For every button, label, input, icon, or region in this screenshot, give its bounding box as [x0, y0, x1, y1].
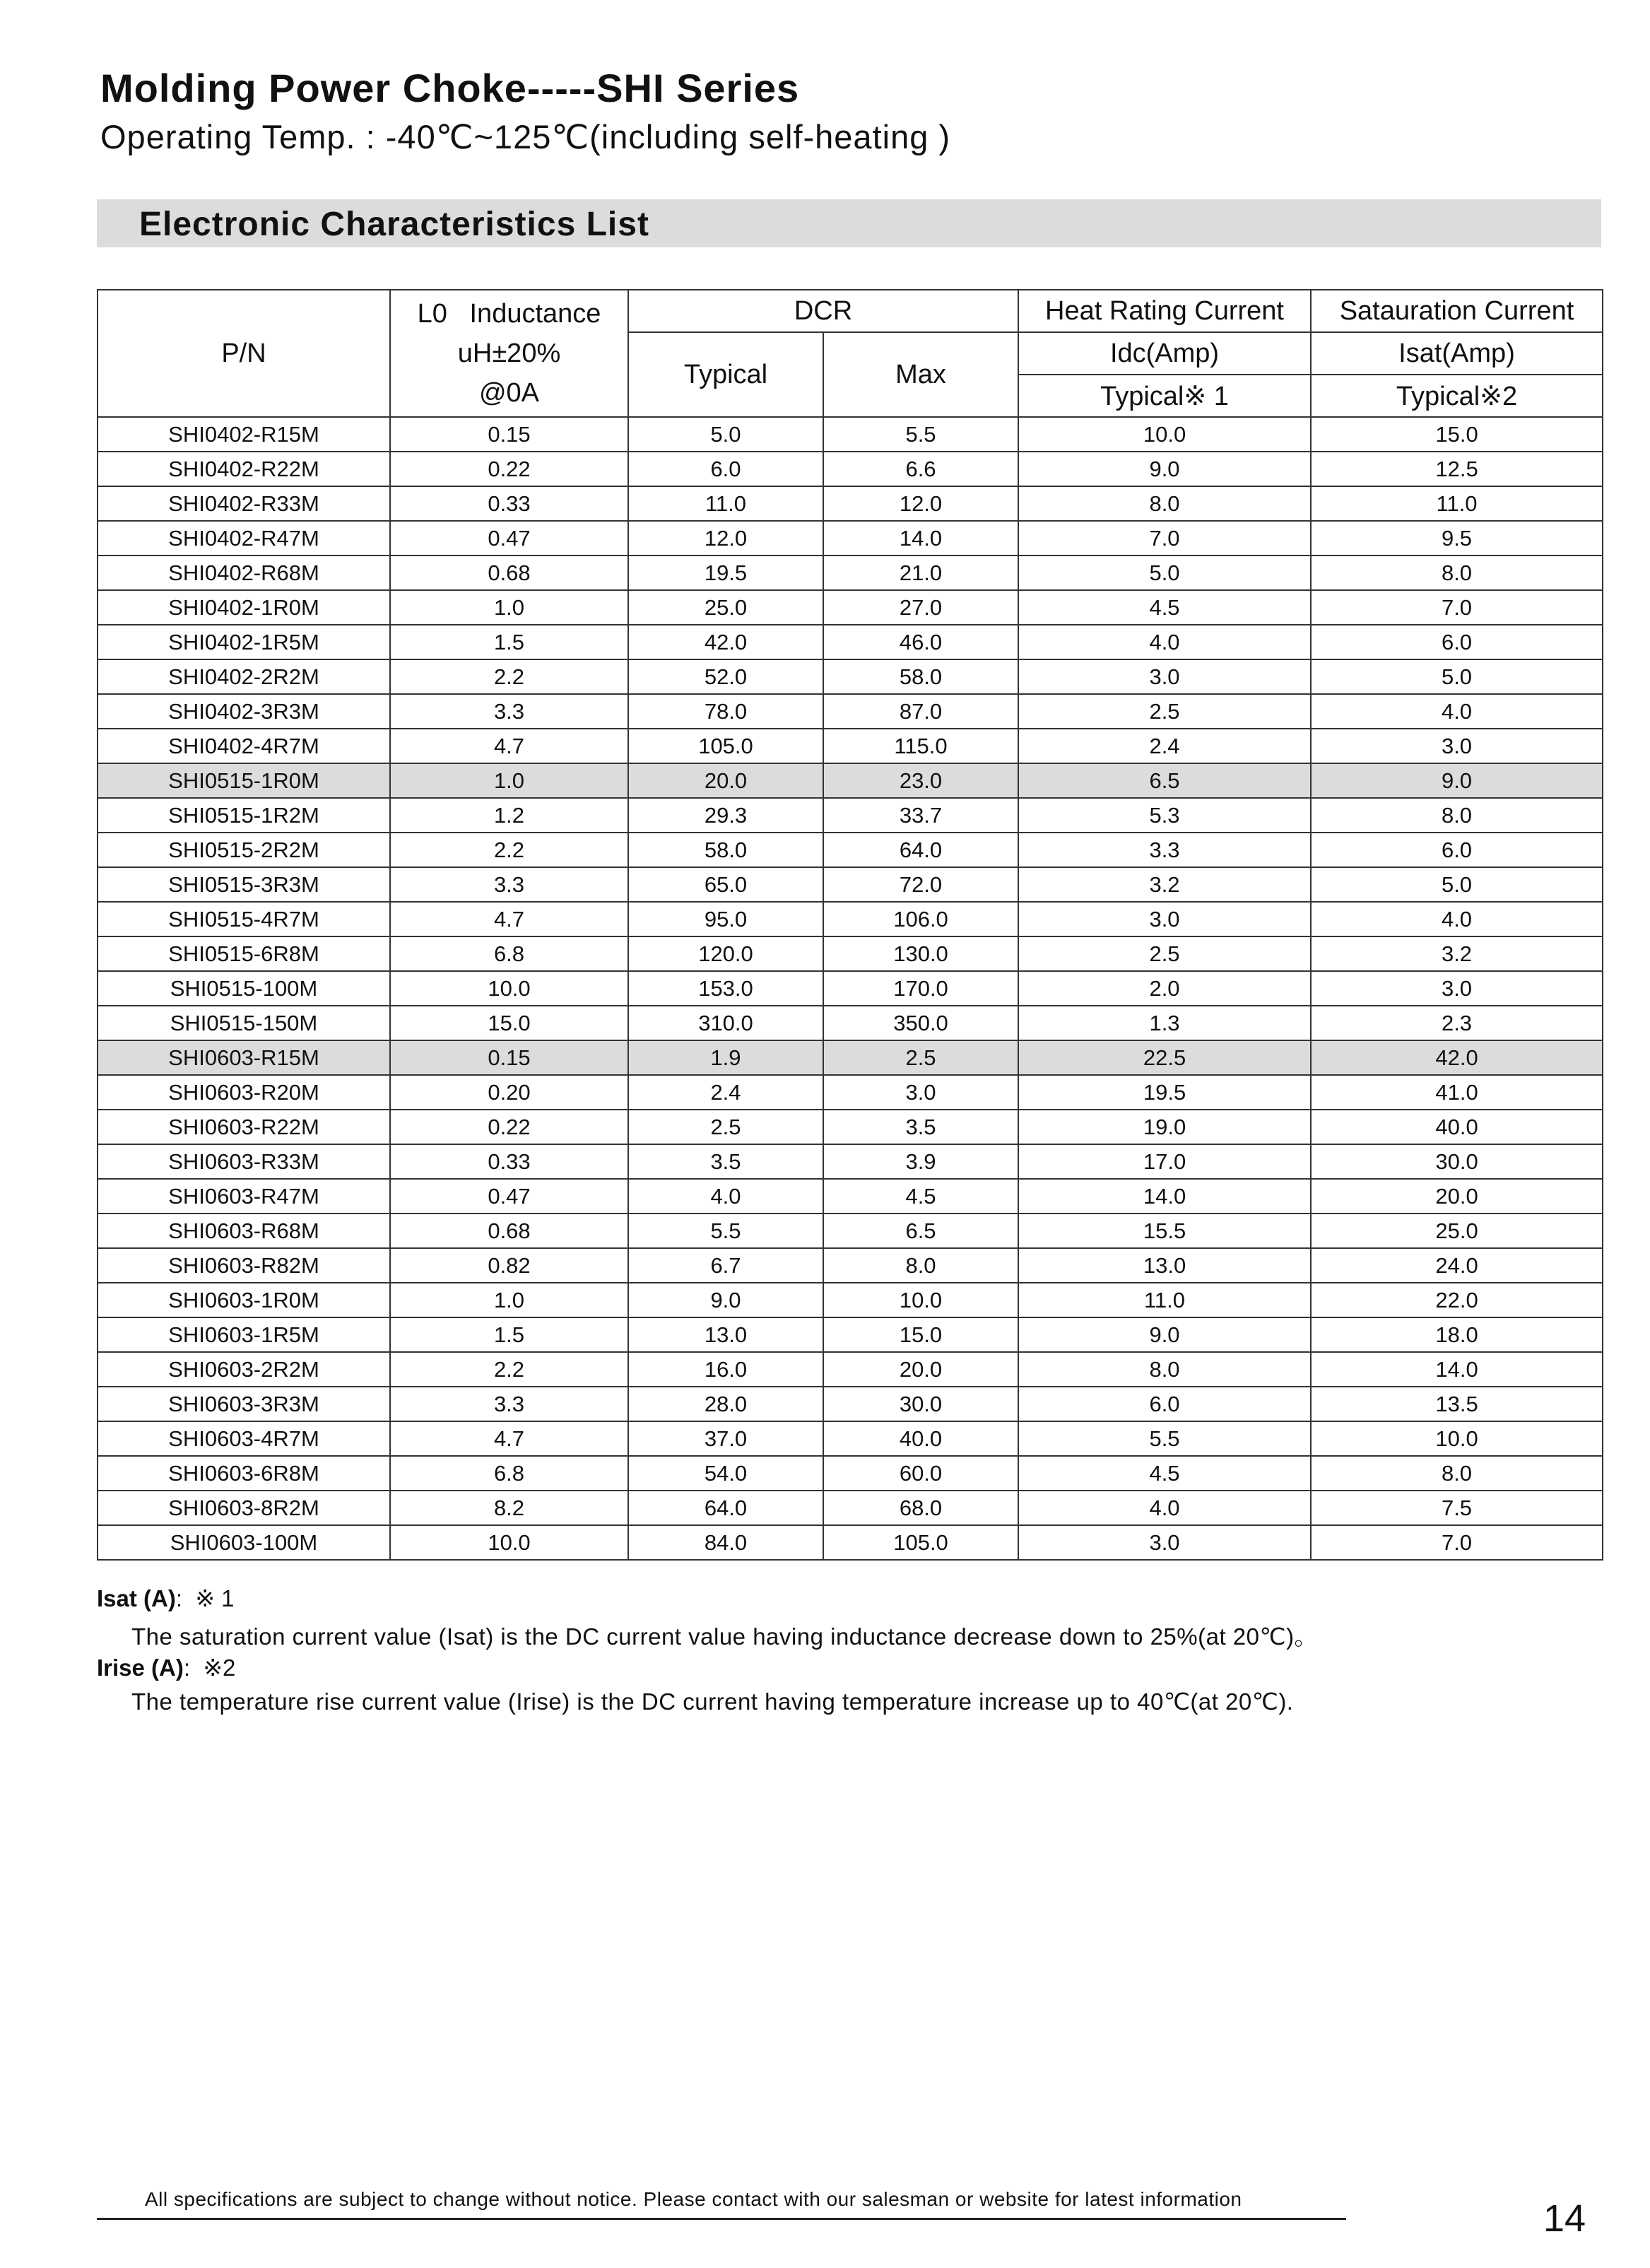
cell-isat: 7.0	[1311, 590, 1603, 625]
cell-dcr-typical: 65.0	[628, 867, 823, 902]
cell-pn: SHI0515-100M	[98, 971, 390, 1006]
cell-dcr-typical: 120.0	[628, 936, 823, 971]
cell-inductance: 0.20	[390, 1075, 628, 1110]
table-row	[98, 1179, 1603, 1214]
table-row	[98, 625, 1603, 659]
table-row	[98, 486, 1603, 521]
cell-dcr-typical: 28.0	[628, 1387, 823, 1421]
cell-inductance: 0.33	[390, 486, 628, 521]
cell-idc: 9.0	[1018, 452, 1311, 486]
section-title: Electronic Characteristics List	[139, 206, 649, 243]
cell-isat: 18.0	[1311, 1317, 1603, 1352]
table-row	[98, 1144, 1603, 1179]
cell-dcr-typical: 2.5	[628, 1110, 823, 1144]
cell-inductance: 2.2	[390, 659, 628, 694]
cell-idc: 1.3	[1018, 1006, 1311, 1040]
cell-pn: SHI0603-R33M	[98, 1144, 390, 1179]
cell-inductance: 8.2	[390, 1491, 628, 1525]
cell-idc: 3.0	[1018, 1525, 1311, 1560]
cell-dcr-typical: 5.0	[628, 417, 823, 452]
cell-pn: SHI0402-1R0M	[98, 590, 390, 625]
cell-dcr-typical: 153.0	[628, 971, 823, 1006]
cell-isat: 5.0	[1311, 867, 1603, 902]
cell-pn: SHI0603-2R2M	[98, 1352, 390, 1387]
table-row	[98, 867, 1603, 902]
cell-pn: SHI0603-R20M	[98, 1075, 390, 1110]
cell-pn: SHI0515-4R7M	[98, 902, 390, 936]
cell-pn: SHI0515-6R8M	[98, 936, 390, 971]
cell-inductance: 6.8	[390, 1456, 628, 1491]
cell-idc: 2.4	[1018, 729, 1311, 763]
cell-inductance: 0.15	[390, 417, 628, 452]
table-row	[98, 1283, 1603, 1317]
cell-dcr-max: 60.0	[823, 1456, 1018, 1491]
cell-isat: 24.0	[1311, 1248, 1603, 1283]
cell-dcr-typical: 52.0	[628, 659, 823, 694]
cell-dcr-typical: 42.0	[628, 625, 823, 659]
cell-idc: 17.0	[1018, 1144, 1311, 1179]
cell-dcr-typical: 37.0	[628, 1421, 823, 1456]
table-row	[98, 417, 1603, 452]
cell-dcr-typical: 25.0	[628, 590, 823, 625]
cell-inductance: 0.33	[390, 1144, 628, 1179]
header-saturation: Satauration Current	[1311, 290, 1603, 332]
table-row	[98, 971, 1603, 1006]
header-inductance	[390, 290, 628, 417]
cell-inductance: 3.3	[390, 867, 628, 902]
isat-label: Isat (A)	[97, 1585, 176, 1611]
cell-pn: SHI0402-2R2M	[98, 659, 390, 694]
cell-idc: 6.0	[1018, 1387, 1311, 1421]
cell-idc: 2.5	[1018, 936, 1311, 971]
header-idc: Idc(Amp)	[1018, 332, 1311, 375]
cell-dcr-max: 21.0	[823, 556, 1018, 590]
cell-dcr-typical: 9.0	[628, 1283, 823, 1317]
cell-isat: 12.5	[1311, 452, 1603, 486]
table-row	[98, 659, 1603, 694]
cell-pn: SHI0603-100M	[98, 1525, 390, 1560]
cell-inductance: 0.47	[390, 1179, 628, 1214]
header-dcr-max: Max	[823, 332, 1018, 417]
irise-label: Irise (A)	[97, 1655, 184, 1681]
cell-isat: 7.0	[1311, 1525, 1603, 1560]
cell-isat: 6.0	[1311, 625, 1603, 659]
header-inductance-line1: L0 Inductance	[417, 299, 601, 329]
cell-inductance: 0.15	[390, 1040, 628, 1075]
cell-dcr-max: 3.5	[823, 1110, 1018, 1144]
cell-inductance: 0.68	[390, 1214, 628, 1248]
cell-pn: SHI0402-4R7M	[98, 729, 390, 763]
table-row	[98, 798, 1603, 833]
cell-inductance: 10.0	[390, 1525, 628, 1560]
cell-isat: 3.0	[1311, 729, 1603, 763]
cell-dcr-typical: 310.0	[628, 1006, 823, 1040]
cell-idc: 4.5	[1018, 590, 1311, 625]
irise-note-label	[97, 1654, 235, 1681]
table-row	[98, 1352, 1603, 1387]
cell-pn: SHI0402-R15M	[98, 417, 390, 452]
cell-dcr-typical: 58.0	[628, 833, 823, 867]
cell-dcr-max: 64.0	[823, 833, 1018, 867]
cell-inductance: 1.2	[390, 798, 628, 833]
cell-inductance: 0.82	[390, 1248, 628, 1283]
table-body	[98, 417, 1603, 1560]
footer-disclaimer: All specifications are subject to change without notice. Please contact with our salesman or website for latest information	[145, 2188, 1242, 2210]
cell-pn: SHI0515-1R2M	[98, 798, 390, 833]
cell-dcr-typical: 12.0	[628, 521, 823, 556]
cell-isat: 3.0	[1311, 971, 1603, 1006]
header-inductance-line3: @0A	[478, 378, 540, 408]
table-row	[98, 1040, 1603, 1075]
cell-dcr-max: 58.0	[823, 659, 1018, 694]
cell-dcr-max: 106.0	[823, 902, 1018, 936]
cell-inductance: 3.3	[390, 1387, 628, 1421]
cell-dcr-typical: 4.0	[628, 1179, 823, 1214]
cell-inductance: 4.7	[390, 729, 628, 763]
cell-inductance: 0.22	[390, 452, 628, 486]
cell-pn: SHI0603-R22M	[98, 1110, 390, 1144]
cell-idc: 8.0	[1018, 1352, 1311, 1387]
page-number: 14	[1543, 2197, 1586, 2240]
cell-dcr-max: 8.0	[823, 1248, 1018, 1283]
cell-idc: 3.0	[1018, 902, 1311, 936]
cell-idc: 11.0	[1018, 1283, 1311, 1317]
cell-dcr-max: 46.0	[823, 625, 1018, 659]
operating-temp-subtitle: Operating Temp. : -40℃~125℃(including self-heating )	[100, 118, 951, 155]
section-header-bar	[97, 199, 1601, 247]
table-row	[98, 1248, 1603, 1283]
cell-isat: 9.0	[1311, 763, 1603, 798]
cell-isat: 25.0	[1311, 1214, 1603, 1248]
table-row	[98, 1421, 1603, 1456]
footer-divider	[97, 2218, 1346, 2220]
table-row	[98, 556, 1603, 590]
cell-dcr-max: 3.0	[823, 1075, 1018, 1110]
table-row	[98, 1075, 1603, 1110]
cell-idc: 3.0	[1018, 659, 1311, 694]
cell-pn: SHI0603-8R2M	[98, 1491, 390, 1525]
cell-idc: 4.0	[1018, 1491, 1311, 1525]
cell-idc: 2.0	[1018, 971, 1311, 1006]
cell-pn: SHI0515-1R0M	[98, 763, 390, 798]
cell-isat: 20.0	[1311, 1179, 1603, 1214]
cell-dcr-typical: 64.0	[628, 1491, 823, 1525]
irise-note-text: The temperature rise current value (Irise) is the DC current having temperature increase up to 40℃(at 20℃).	[131, 1688, 1294, 1715]
cell-dcr-max: 130.0	[823, 936, 1018, 971]
cell-isat: 8.0	[1311, 798, 1603, 833]
cell-pn: SHI0603-R82M	[98, 1248, 390, 1283]
cell-inductance: 0.68	[390, 556, 628, 590]
cell-dcr-max: 40.0	[823, 1421, 1018, 1456]
irise-mark: : ※2	[183, 1655, 236, 1681]
cell-inductance: 4.7	[390, 1421, 628, 1456]
cell-idc: 19.5	[1018, 1075, 1311, 1110]
table-row	[98, 590, 1603, 625]
cell-inductance: 6.8	[390, 936, 628, 971]
cell-isat: 11.0	[1311, 486, 1603, 521]
cell-inductance: 0.47	[390, 521, 628, 556]
cell-dcr-typical: 16.0	[628, 1352, 823, 1387]
cell-pn: SHI0402-3R3M	[98, 694, 390, 729]
cell-isat: 9.5	[1311, 521, 1603, 556]
cell-isat: 22.0	[1311, 1283, 1603, 1317]
cell-idc: 19.0	[1018, 1110, 1311, 1144]
cell-isat: 13.5	[1311, 1387, 1603, 1421]
cell-dcr-max: 4.5	[823, 1179, 1018, 1214]
cell-isat: 42.0	[1311, 1040, 1603, 1075]
page-title: Molding Power Choke-----SHI Series	[100, 66, 800, 110]
table-row	[98, 1006, 1603, 1040]
cell-idc: 5.3	[1018, 798, 1311, 833]
cell-inductance: 0.22	[390, 1110, 628, 1144]
cell-dcr-typical: 1.9	[628, 1040, 823, 1075]
cell-idc: 3.2	[1018, 867, 1311, 902]
header-heat-rating: Heat Rating Current	[1018, 290, 1311, 332]
cell-inductance: 1.5	[390, 1317, 628, 1352]
cell-pn: SHI0402-R47M	[98, 521, 390, 556]
cell-dcr-max: 10.0	[823, 1283, 1018, 1317]
cell-dcr-max: 20.0	[823, 1352, 1018, 1387]
cell-dcr-max: 3.9	[823, 1144, 1018, 1179]
cell-isat: 15.0	[1311, 417, 1603, 452]
cell-inductance: 1.5	[390, 625, 628, 659]
cell-idc: 13.0	[1018, 1248, 1311, 1283]
cell-pn: SHI0603-R15M	[98, 1040, 390, 1075]
cell-dcr-max: 68.0	[823, 1491, 1018, 1525]
cell-pn: SHI0603-6R8M	[98, 1456, 390, 1491]
header-isat-typical: Typical※2	[1311, 375, 1603, 417]
cell-dcr-max: 30.0	[823, 1387, 1018, 1421]
cell-dcr-typical: 105.0	[628, 729, 823, 763]
cell-dcr-max: 23.0	[823, 763, 1018, 798]
header-dcr: DCR	[628, 290, 1018, 332]
cell-pn: SHI0515-2R2M	[98, 833, 390, 867]
cell-dcr-max: 105.0	[823, 1525, 1018, 1560]
cell-dcr-max: 115.0	[823, 729, 1018, 763]
table-row	[98, 1525, 1603, 1560]
header-dcr-typical: Typical	[628, 332, 823, 417]
cell-dcr-max: 2.5	[823, 1040, 1018, 1075]
table-row	[98, 763, 1603, 798]
isat-note-text: The saturation current value (Isat) is the DC current value having inductance decrease down to 25%(at 20℃)。	[131, 1623, 1319, 1650]
cell-isat: 14.0	[1311, 1352, 1603, 1387]
header-idc-typical: Typical※ 1	[1018, 375, 1311, 417]
cell-dcr-max: 27.0	[823, 590, 1018, 625]
cell-isat: 7.5	[1311, 1491, 1603, 1525]
table-row	[98, 1491, 1603, 1525]
cell-isat: 40.0	[1311, 1110, 1603, 1144]
cell-inductance: 15.0	[390, 1006, 628, 1040]
table-row	[98, 452, 1603, 486]
cell-isat: 6.0	[1311, 833, 1603, 867]
cell-dcr-typical: 84.0	[628, 1525, 823, 1560]
cell-isat: 8.0	[1311, 556, 1603, 590]
cell-dcr-max: 170.0	[823, 971, 1018, 1006]
cell-pn: SHI0603-R47M	[98, 1179, 390, 1214]
table-row	[98, 1110, 1603, 1144]
isat-note-label	[97, 1585, 235, 1612]
cell-pn: SHI0603-1R0M	[98, 1283, 390, 1317]
cell-dcr-max: 12.0	[823, 486, 1018, 521]
cell-dcr-max: 14.0	[823, 521, 1018, 556]
cell-inductance: 4.7	[390, 902, 628, 936]
cell-idc: 4.0	[1018, 625, 1311, 659]
cell-pn: SHI0603-R68M	[98, 1214, 390, 1248]
cell-isat: 5.0	[1311, 659, 1603, 694]
cell-isat: 4.0	[1311, 694, 1603, 729]
cell-dcr-max: 6.6	[823, 452, 1018, 486]
cell-idc: 15.5	[1018, 1214, 1311, 1248]
cell-idc: 10.0	[1018, 417, 1311, 452]
table-row	[98, 521, 1603, 556]
cell-idc: 14.0	[1018, 1179, 1311, 1214]
cell-isat: 41.0	[1311, 1075, 1603, 1110]
cell-dcr-typical: 6.7	[628, 1248, 823, 1283]
cell-idc: 5.0	[1018, 556, 1311, 590]
cell-dcr-max: 72.0	[823, 867, 1018, 902]
cell-dcr-typical: 11.0	[628, 486, 823, 521]
table-row	[98, 729, 1603, 763]
table-row	[98, 1387, 1603, 1421]
cell-pn: SHI0402-R33M	[98, 486, 390, 521]
cell-idc: 7.0	[1018, 521, 1311, 556]
header-inductance-line2: uH±20%	[457, 339, 561, 368]
table-row	[98, 936, 1603, 971]
cell-isat: 4.0	[1311, 902, 1603, 936]
cell-dcr-typical: 6.0	[628, 452, 823, 486]
table-header	[98, 290, 1603, 417]
cell-dcr-max: 350.0	[823, 1006, 1018, 1040]
cell-inductance: 2.2	[390, 833, 628, 867]
cell-dcr-max: 5.5	[823, 417, 1018, 452]
table-row	[98, 1317, 1603, 1352]
cell-isat: 8.0	[1311, 1456, 1603, 1491]
cell-pn: SHI0603-4R7M	[98, 1421, 390, 1456]
cell-idc: 9.0	[1018, 1317, 1311, 1352]
header-pn: P/N	[98, 290, 390, 417]
cell-isat: 3.2	[1311, 936, 1603, 971]
cell-pn: SHI0515-3R3M	[98, 867, 390, 902]
cell-idc: 4.5	[1018, 1456, 1311, 1491]
cell-isat: 30.0	[1311, 1144, 1603, 1179]
cell-pn: SHI0603-1R5M	[98, 1317, 390, 1352]
cell-inductance: 3.3	[390, 694, 628, 729]
cell-dcr-max: 6.5	[823, 1214, 1018, 1248]
cell-idc: 6.5	[1018, 763, 1311, 798]
cell-dcr-typical: 2.4	[628, 1075, 823, 1110]
cell-pn: SHI0515-150M	[98, 1006, 390, 1040]
cell-dcr-typical: 3.5	[628, 1144, 823, 1179]
cell-idc: 8.0	[1018, 486, 1311, 521]
table-row	[98, 1214, 1603, 1248]
cell-pn: SHI0402-1R5M	[98, 625, 390, 659]
cell-dcr-typical: 5.5	[628, 1214, 823, 1248]
cell-dcr-typical: 20.0	[628, 763, 823, 798]
cell-dcr-typical: 54.0	[628, 1456, 823, 1491]
header-isat: Isat(Amp)	[1311, 332, 1603, 375]
cell-inductance: 1.0	[390, 763, 628, 798]
cell-dcr-typical: 29.3	[628, 798, 823, 833]
cell-inductance: 10.0	[390, 971, 628, 1006]
cell-isat: 2.3	[1311, 1006, 1603, 1040]
cell-dcr-typical: 95.0	[628, 902, 823, 936]
table-row	[98, 694, 1603, 729]
cell-isat: 10.0	[1311, 1421, 1603, 1456]
cell-idc: 2.5	[1018, 694, 1311, 729]
table-row	[98, 902, 1603, 936]
cell-inductance: 1.0	[390, 1283, 628, 1317]
cell-idc: 5.5	[1018, 1421, 1311, 1456]
characteristics-table	[97, 289, 1603, 1561]
cell-inductance: 1.0	[390, 590, 628, 625]
cell-idc: 3.3	[1018, 833, 1311, 867]
cell-idc: 22.5	[1018, 1040, 1311, 1075]
cell-dcr-typical: 19.5	[628, 556, 823, 590]
cell-dcr-max: 33.7	[823, 798, 1018, 833]
table-row	[98, 1456, 1603, 1491]
cell-inductance: 2.2	[390, 1352, 628, 1387]
isat-mark: : ※ 1	[175, 1585, 235, 1611]
cell-pn: SHI0603-3R3M	[98, 1387, 390, 1421]
cell-dcr-max: 87.0	[823, 694, 1018, 729]
cell-pn: SHI0402-R22M	[98, 452, 390, 486]
table-row	[98, 833, 1603, 867]
cell-pn: SHI0402-R68M	[98, 556, 390, 590]
cell-dcr-typical: 13.0	[628, 1317, 823, 1352]
cell-dcr-typical: 78.0	[628, 694, 823, 729]
cell-dcr-max: 15.0	[823, 1317, 1018, 1352]
